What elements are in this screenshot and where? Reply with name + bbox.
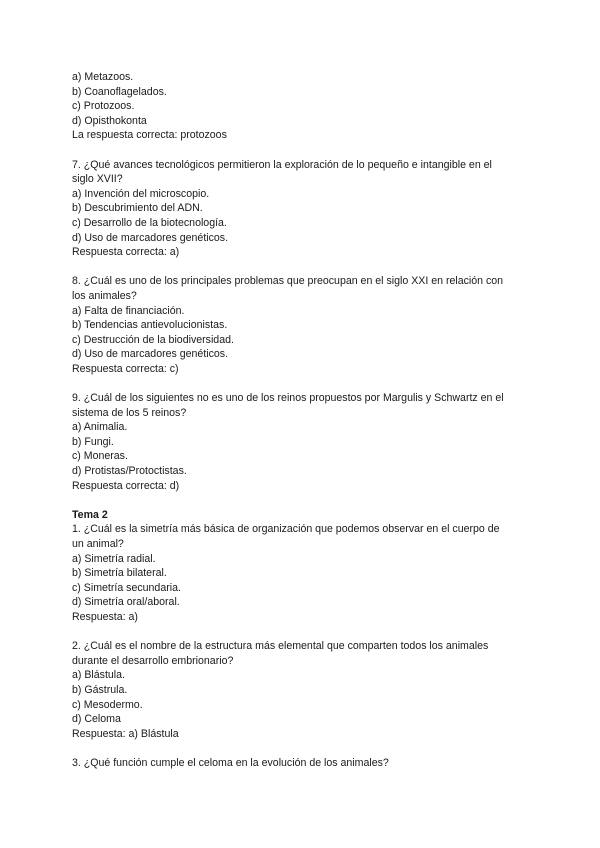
option-c: c) Mesodermo. bbox=[72, 698, 143, 711]
option-a: a) Metazoos. bbox=[72, 71, 134, 83]
option-a: a) Falta de financiación. bbox=[72, 304, 185, 317]
answer-line: Respuesta correcta: c) bbox=[72, 362, 179, 375]
option-a: a) Blástula. bbox=[72, 669, 125, 682]
option-a: a) Invención del microscopio. bbox=[72, 187, 210, 200]
question-text: un animal? bbox=[72, 538, 124, 550]
question-text: 7. ¿Qué avances tecnológicos permitieron la exploración de lo pequeño e intangible en el bbox=[72, 158, 492, 171]
question-block-tema2-2 bbox=[72, 639, 528, 741]
question-text: 3. ¿Qué función cumple el celoma en la evolución de los animales? bbox=[72, 756, 389, 769]
option-d: d) Opisthokonta bbox=[72, 114, 147, 127]
question-block-tema2-3 bbox=[72, 756, 528, 771]
option-d: d) Celoma bbox=[72, 713, 121, 726]
answer-line: Respuesta: a) Blástula bbox=[72, 727, 179, 740]
option-d: d) Simetría oral/aboral. bbox=[72, 596, 180, 609]
option-c: c) Protozoos. bbox=[72, 100, 135, 113]
option-b: b) Tendencias antievolucionistas. bbox=[72, 319, 228, 332]
section-heading: Tema 2 bbox=[72, 508, 108, 521]
answer-line: Respuesta correcta: d) bbox=[72, 479, 180, 492]
answer-line: Respuesta: a) bbox=[72, 610, 138, 623]
answer-line: La respuesta correcta: protozoos bbox=[72, 129, 227, 142]
question-block-7 bbox=[72, 158, 528, 260]
option-d: d) Protistas/Protoctistas. bbox=[72, 465, 187, 478]
option-a: a) Animalia. bbox=[72, 421, 128, 434]
question-text: 8. ¿Cuál es uno de los principales problemas que preocupan en el siglo XXI en relación con bbox=[72, 275, 504, 288]
option-c: c) Simetría secundaria. bbox=[72, 581, 181, 594]
option-c: c) Moneras. bbox=[72, 450, 128, 463]
option-b: b) Fungi. bbox=[72, 435, 114, 448]
option-a: a) Simetría radial. bbox=[72, 552, 156, 565]
question-text: 1. ¿Cuál es la simetría más básica de organización que podemos observar en el cuerpo de bbox=[72, 523, 500, 536]
option-d: d) Uso de marcadores genéticos. bbox=[72, 231, 229, 244]
question-text: sistema de los 5 reinos? bbox=[72, 406, 187, 419]
question-text: los animales? bbox=[72, 289, 137, 302]
option-b: b) Descubrimiento del ADN. bbox=[72, 202, 203, 215]
option-c: c) Destrucción de la biodiversidad. bbox=[72, 333, 234, 346]
question-block-8 bbox=[72, 274, 528, 376]
option-d: d) Uso de marcadores genéticos. bbox=[72, 348, 229, 361]
option-b: b) Coanoflagelados. bbox=[72, 85, 167, 98]
answer-line: Respuesta correcta: a) bbox=[72, 246, 180, 259]
question-text: 9. ¿Cuál de los siguientes no es uno de los reinos propuestos por Margulis y Schwartz en el bbox=[72, 392, 504, 405]
option-b: b) Gástrula. bbox=[72, 683, 128, 696]
question-text: siglo XVII? bbox=[72, 173, 123, 186]
question-text: 2. ¿Cuál es el nombre de la estructura más elemental que comparten todos los animales bbox=[72, 640, 489, 653]
question-block-9 bbox=[72, 391, 528, 493]
option-c: c) Desarrollo de la biotecnología. bbox=[72, 216, 227, 229]
option-b: b) Simetría bilateral. bbox=[72, 567, 167, 580]
tema2-section bbox=[72, 508, 528, 625]
question-block-carryover bbox=[72, 70, 528, 143]
question-text: durante el desarrollo embrionario? bbox=[72, 654, 234, 667]
